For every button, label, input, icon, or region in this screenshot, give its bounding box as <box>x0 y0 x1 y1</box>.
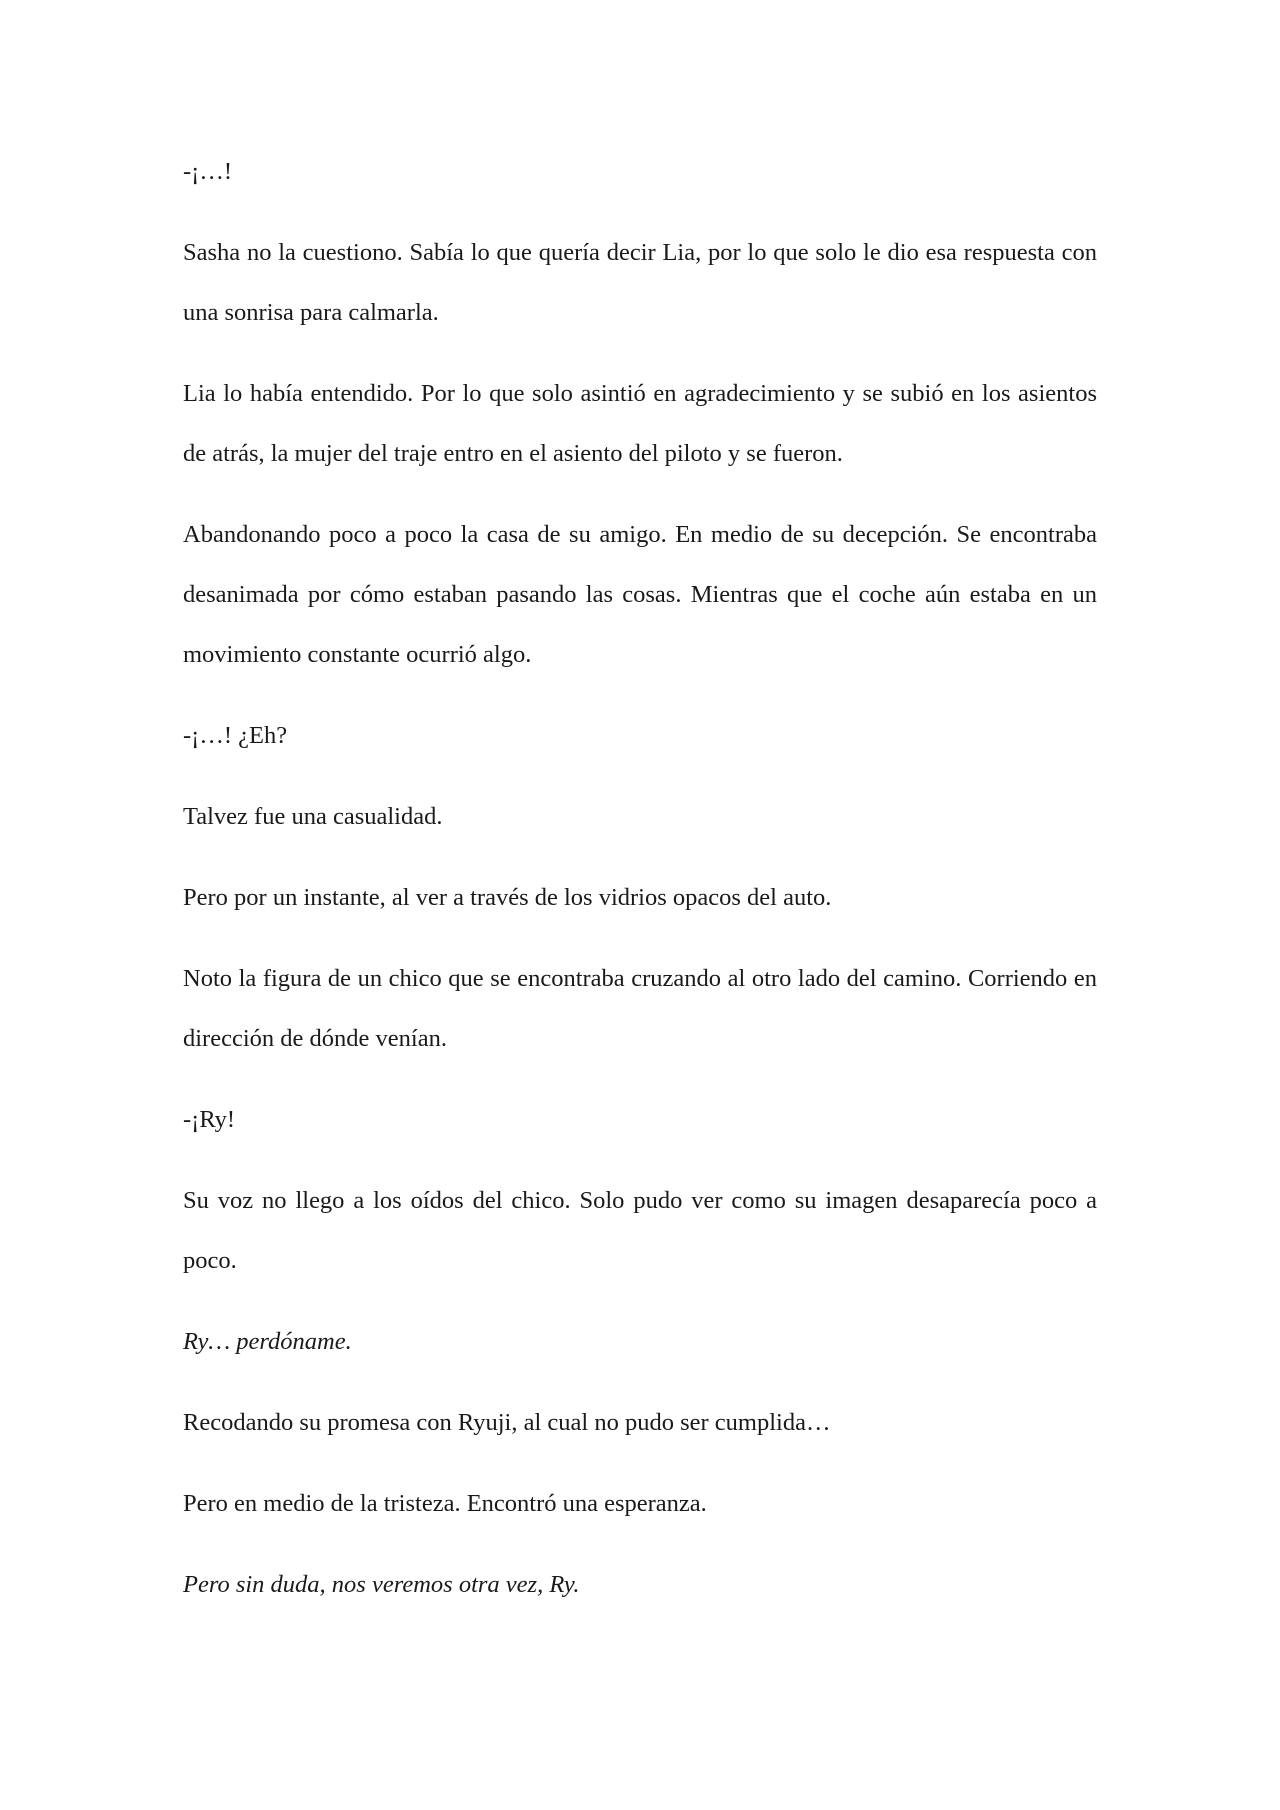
paragraph: Pero en medio de la tristeza. Encontró una esperanza. <box>183 1490 707 1517</box>
paragraph: -¡…! <box>183 158 232 185</box>
paragraph-italic: Pero sin duda, nos veremos otra vez, Ry. <box>183 1571 580 1598</box>
paragraph: Recodando su promesa con Ryuji, al cual no pudo ser cumplida… <box>183 1409 831 1436</box>
paragraph: Su voz no llego a los oídos del chico. Solo pudo ver como su imagen desaparecía poco a poco. <box>183 1187 1097 1274</box>
paragraph: -¡Ry! <box>183 1106 236 1133</box>
paragraph: Sasha no la cuestiono. Sabía lo que quería decir Lia, por lo que solo le dio esa respuesta con una sonrisa para calmarla. <box>183 239 1097 326</box>
paragraph: Abandonando poco a poco la casa de su amigo. En medio de su decepción. Se encontraba desanimada por cómo estaban pasando las cosas. Mientras que el coche aún estaba en un movimiento constante ocurrió algo. <box>183 521 1097 668</box>
document-page <box>183 142 1097 1636</box>
paragraph: Pero por un instante, al ver a través de los vidrios opacos del auto. <box>183 884 832 911</box>
paragraph: Talvez fue una casualidad. <box>183 803 443 830</box>
paragraph: -¡…! ¿Eh? <box>183 722 288 749</box>
paragraph-italic: Ry… perdóname. <box>183 1328 352 1355</box>
paragraph: Noto la figura de un chico que se encontraba cruzando al otro lado del camino. Corriendo en dirección de dónde venían. <box>183 965 1097 1052</box>
paragraph: Lia lo había entendido. Por lo que solo asintió en agradecimiento y se subió en los asientos de atrás, la mujer del traje entro en el asiento del piloto y se fueron. <box>183 380 1097 467</box>
